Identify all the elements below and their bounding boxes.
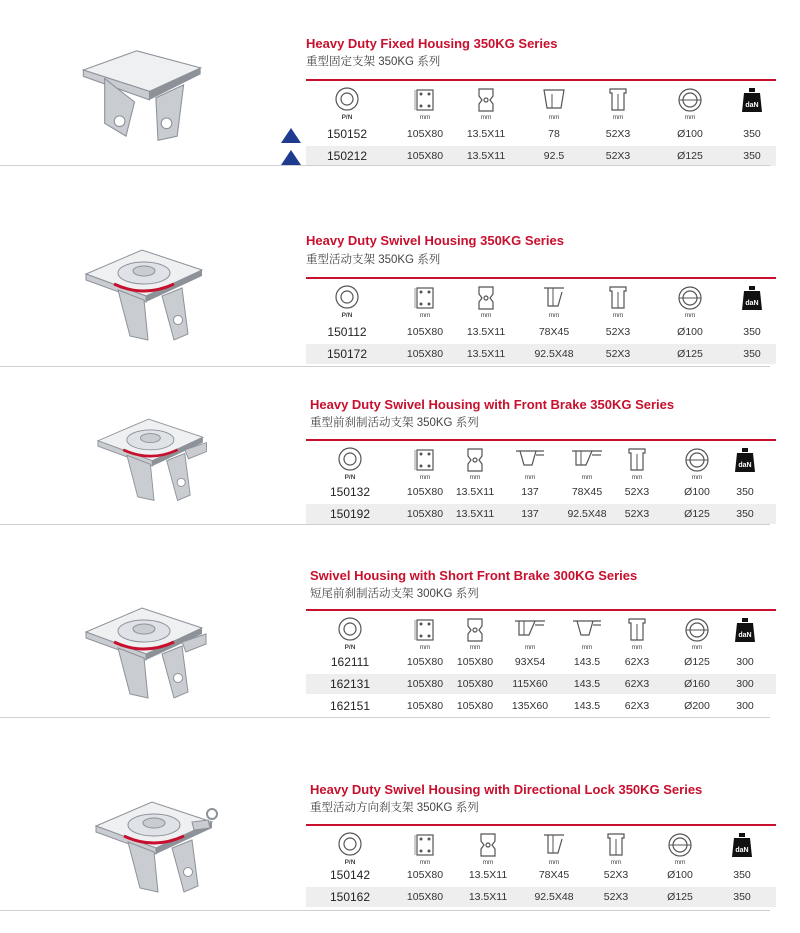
spec-value: Ø125 bbox=[684, 656, 710, 668]
icon-caption: mm bbox=[524, 474, 536, 481]
icon-caption: mm bbox=[684, 312, 696, 319]
spec-value: 13.5X11 bbox=[466, 348, 506, 360]
spec-value: 350 bbox=[743, 150, 761, 162]
icon-caption: mm bbox=[524, 644, 536, 651]
spec-value: 78X45 bbox=[538, 869, 570, 881]
plate-size-icon bbox=[395, 84, 455, 122]
part-number: 162151 bbox=[329, 699, 371, 713]
spec-value: 143.5 bbox=[573, 656, 601, 668]
spec-value: 105X80 bbox=[406, 678, 444, 690]
part-number: 150162 bbox=[329, 890, 371, 904]
spec-value: 62X3 bbox=[624, 656, 650, 668]
spec-value: 350 bbox=[736, 486, 754, 498]
part-number: 162111 bbox=[330, 655, 370, 669]
spec-value: 300 bbox=[736, 656, 754, 668]
spec-value: 350 bbox=[733, 891, 751, 903]
spec-value: Ø200 bbox=[684, 700, 710, 712]
spec-value: 115X60 bbox=[512, 678, 548, 690]
table-row bbox=[306, 344, 776, 364]
spec-value: Ø100 bbox=[684, 486, 710, 498]
spec-icon-header bbox=[0, 829, 800, 867]
icon-caption: mm bbox=[691, 644, 703, 651]
spec-value: Ø100 bbox=[677, 128, 703, 140]
part-number: 150192 bbox=[329, 507, 371, 521]
spec-value: 13.5X11 bbox=[455, 486, 495, 498]
spec-value: 350 bbox=[743, 348, 761, 360]
section-divider bbox=[0, 165, 770, 166]
table-row bbox=[306, 482, 776, 502]
spec-icon-header bbox=[0, 84, 800, 122]
spec-value: 350 bbox=[733, 869, 751, 881]
icon-caption: mm bbox=[480, 312, 492, 319]
spec-value: 105X80 bbox=[406, 869, 444, 881]
svg-text:daN: daN bbox=[745, 300, 759, 307]
spec-icon-header bbox=[0, 282, 800, 320]
spec-value: 62X3 bbox=[624, 678, 650, 690]
offset-icon bbox=[524, 282, 584, 320]
spec-value: 143.5 bbox=[573, 678, 601, 690]
spec-value: 13.5X11 bbox=[468, 869, 508, 881]
spec-value: 78X45 bbox=[538, 326, 570, 338]
svg-text:daN: daN bbox=[738, 462, 752, 469]
spec-value: 105X80 bbox=[406, 128, 444, 140]
spec-value: 105X80 bbox=[456, 678, 494, 690]
spec-value: 105X80 bbox=[456, 700, 494, 712]
icon-caption: mm bbox=[548, 312, 560, 319]
part-number: 150172 bbox=[326, 347, 368, 361]
wheel-diameter-icon bbox=[660, 282, 720, 320]
icon-caption: mm bbox=[612, 114, 624, 121]
table-row bbox=[306, 865, 776, 885]
wheel-diameter-icon bbox=[650, 829, 710, 867]
pn-icon bbox=[317, 282, 377, 320]
load-weight-icon bbox=[715, 614, 775, 652]
spec-value: Ø125 bbox=[677, 348, 703, 360]
spec-value: Ø125 bbox=[677, 150, 703, 162]
new-item-triangle-icon bbox=[281, 150, 301, 165]
icon-caption: mm bbox=[469, 474, 481, 481]
series-title: Heavy Duty Swivel Housing with Front Brake 350KG Series bbox=[310, 397, 675, 412]
icon-caption: mm bbox=[684, 114, 696, 121]
part-number: 150132 bbox=[329, 485, 371, 499]
bolt-hole-icon bbox=[445, 444, 505, 482]
plate-size-icon bbox=[395, 282, 455, 320]
spec-value: 350 bbox=[743, 326, 761, 338]
icon-caption: mm bbox=[674, 859, 686, 866]
spec-value: 105X80 bbox=[406, 700, 444, 712]
pn-icon bbox=[320, 614, 380, 652]
spec-value: Ø125 bbox=[667, 891, 693, 903]
spec-value: 105X80 bbox=[406, 326, 444, 338]
table-row bbox=[306, 887, 776, 907]
title-underline bbox=[306, 79, 776, 81]
brake-offset-icon bbox=[500, 614, 560, 652]
icon-caption: mm bbox=[581, 474, 593, 481]
spec-value: 143.5 bbox=[573, 700, 601, 712]
pn-icon bbox=[320, 444, 380, 482]
spec-value: 350 bbox=[743, 128, 761, 140]
spec-value: Ø100 bbox=[677, 326, 703, 338]
icon-caption: mm bbox=[612, 312, 624, 319]
spec-value: 92.5X48 bbox=[534, 891, 574, 903]
icon-caption: mm bbox=[631, 474, 643, 481]
table-row bbox=[306, 322, 776, 342]
spec-icon-header bbox=[0, 444, 800, 482]
pn-icon bbox=[320, 829, 380, 867]
icon-caption: P/N bbox=[344, 474, 356, 481]
table-row bbox=[306, 146, 776, 166]
series-subtitle: 短尾前刹制活动支架 300KG 系列 bbox=[310, 588, 479, 600]
spec-value: 52X3 bbox=[624, 486, 650, 498]
section-divider bbox=[0, 910, 770, 911]
bolt-hole-icon bbox=[456, 282, 516, 320]
width-icon bbox=[586, 829, 646, 867]
table-row bbox=[306, 504, 776, 524]
title-underline bbox=[306, 439, 776, 441]
icon-caption: mm bbox=[419, 114, 431, 121]
spec-icon-header bbox=[0, 614, 800, 652]
part-number: 150112 bbox=[327, 325, 367, 339]
spec-value: 105X80 bbox=[406, 508, 444, 520]
series-title: Heavy Duty Swivel Housing with Directional Lock 350KG Series bbox=[310, 782, 703, 797]
icon-caption: mm bbox=[419, 644, 431, 651]
section-divider bbox=[0, 366, 770, 367]
spec-value: 350 bbox=[736, 508, 754, 520]
bolt-hole-icon bbox=[456, 84, 516, 122]
series-subtitle: 重型前刹制活动支架 350KG 系列 bbox=[310, 417, 479, 429]
brake-length-icon bbox=[500, 444, 560, 482]
icon-caption: mm bbox=[631, 644, 643, 651]
icon-caption: mm bbox=[419, 474, 431, 481]
spec-value: 105X80 bbox=[406, 891, 444, 903]
spec-value: 135X60 bbox=[511, 700, 549, 712]
icon-caption: mm bbox=[419, 859, 431, 866]
spec-value: 52X3 bbox=[603, 869, 629, 881]
pn-icon bbox=[317, 84, 377, 122]
plate-size-icon bbox=[395, 829, 455, 867]
svg-text:daN: daN bbox=[745, 102, 759, 109]
spec-value: 13.5X11 bbox=[466, 150, 506, 162]
load-weight-icon bbox=[715, 444, 775, 482]
new-item-triangle-icon bbox=[281, 128, 301, 143]
part-number: 150142 bbox=[329, 868, 371, 882]
icon-caption: mm bbox=[482, 859, 494, 866]
series-subtitle: 重型活动支架 350KG 系列 bbox=[306, 254, 441, 266]
table-row bbox=[306, 124, 776, 144]
series-subtitle: 重型固定支架 350KG 系列 bbox=[306, 56, 441, 68]
spec-value: 52X3 bbox=[605, 348, 631, 360]
spec-value: 105X80 bbox=[406, 486, 444, 498]
spec-value: 300 bbox=[736, 678, 754, 690]
icon-caption: mm bbox=[480, 114, 492, 121]
load-weight-icon bbox=[712, 829, 772, 867]
icon-caption: P/N bbox=[344, 859, 356, 866]
spec-value: Ø160 bbox=[684, 678, 710, 690]
height-icon bbox=[524, 84, 584, 122]
spec-value: 78 bbox=[548, 128, 560, 140]
section-divider bbox=[0, 717, 770, 718]
spec-value: 13.5X11 bbox=[468, 891, 508, 903]
spec-value: 13.5X11 bbox=[455, 508, 495, 520]
spec-value: 137 bbox=[521, 486, 539, 498]
icon-caption: mm bbox=[548, 114, 560, 121]
part-number: 150212 bbox=[326, 149, 368, 163]
spec-value: 105X80 bbox=[406, 656, 444, 668]
table-row bbox=[306, 674, 776, 694]
bolt-hole-icon bbox=[445, 614, 505, 652]
load-weight-icon bbox=[722, 84, 782, 122]
spec-value: 52X3 bbox=[624, 508, 650, 520]
table-row bbox=[306, 696, 776, 716]
title-underline bbox=[306, 277, 776, 279]
svg-text:daN: daN bbox=[738, 632, 752, 639]
icon-caption: mm bbox=[548, 859, 560, 866]
spec-value: Ø100 bbox=[667, 869, 693, 881]
width-icon bbox=[607, 444, 667, 482]
spec-value: 62X3 bbox=[624, 700, 650, 712]
spec-value: 93X54 bbox=[514, 656, 546, 668]
icon-caption: P/N bbox=[344, 644, 356, 651]
spec-value: 92.5 bbox=[543, 150, 565, 162]
svg-text:daN: daN bbox=[735, 847, 749, 854]
spec-value: 78X45 bbox=[571, 486, 603, 498]
width-icon bbox=[607, 614, 667, 652]
spec-value: 137 bbox=[521, 508, 539, 520]
offset-icon bbox=[524, 829, 584, 867]
width-icon bbox=[588, 282, 648, 320]
spec-value: 52X3 bbox=[603, 891, 629, 903]
icon-caption: mm bbox=[610, 859, 622, 866]
icon-caption: mm bbox=[581, 644, 593, 651]
spec-value: 52X3 bbox=[605, 326, 631, 338]
spec-value: 300 bbox=[736, 700, 754, 712]
icon-caption: mm bbox=[419, 312, 431, 319]
series-title: Heavy Duty Swivel Housing 350KG Series bbox=[306, 233, 564, 248]
table-row bbox=[306, 652, 776, 672]
icon-caption: P/N bbox=[341, 312, 353, 319]
part-number: 150152 bbox=[326, 127, 368, 141]
part-number: 162131 bbox=[329, 677, 371, 691]
icon-caption: P/N bbox=[341, 114, 353, 121]
spec-value: 92.5X48 bbox=[534, 348, 574, 360]
spec-value: 105X80 bbox=[406, 150, 444, 162]
bolt-hole-icon bbox=[458, 829, 518, 867]
section-divider bbox=[0, 524, 770, 525]
title-underline bbox=[306, 824, 776, 826]
series-title: Heavy Duty Fixed Housing 350KG Series bbox=[306, 36, 558, 51]
spec-value: 105X80 bbox=[456, 656, 494, 668]
series-title: Swivel Housing with Short Front Brake 300KG Series bbox=[310, 568, 638, 583]
spec-value: 105X80 bbox=[406, 348, 444, 360]
spec-value: Ø125 bbox=[684, 508, 710, 520]
wheel-diameter-icon bbox=[660, 84, 720, 122]
spec-value: 13.5X11 bbox=[466, 326, 506, 338]
icon-caption: mm bbox=[691, 474, 703, 481]
spec-value: 13.5X11 bbox=[466, 128, 506, 140]
title-underline bbox=[306, 609, 776, 611]
spec-value: 52X3 bbox=[605, 128, 631, 140]
width-icon bbox=[588, 84, 648, 122]
icon-caption: mm bbox=[469, 644, 481, 651]
series-subtitle: 重型活动方向刹支架 350KG 系列 bbox=[310, 802, 479, 814]
spec-value: 92.5X48 bbox=[567, 508, 607, 520]
load-weight-icon bbox=[722, 282, 782, 320]
spec-value: 52X3 bbox=[605, 150, 631, 162]
